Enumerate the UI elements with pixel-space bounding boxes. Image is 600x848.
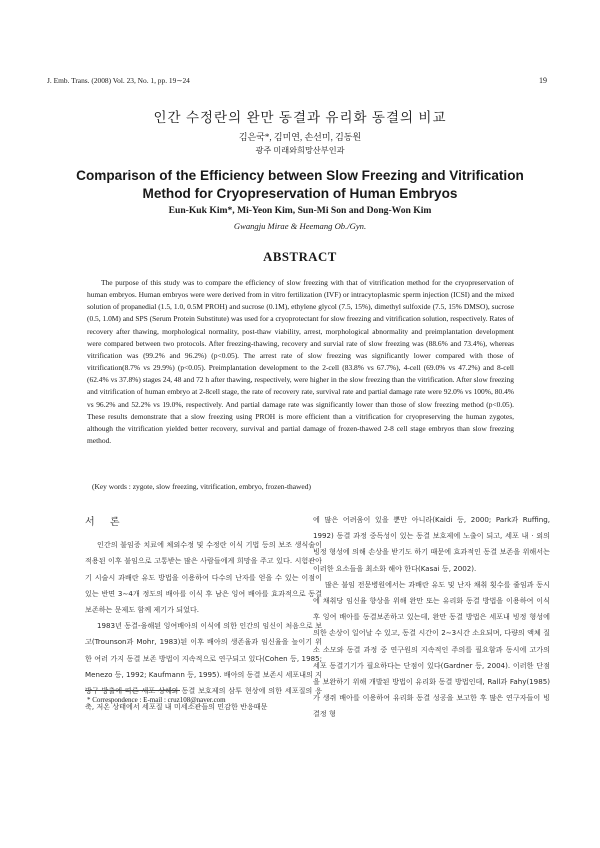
footnote-divider: [85, 690, 180, 691]
section-heading-introduction: 서 론: [85, 517, 126, 528]
korean-affiliation: 광주 미래와희망산부인과: [255, 146, 345, 155]
intro-paragraph-1: 인간의 불임증 치료에 체외수정 및 수정란 이식 기법 등의 보조 생식술이 적용된 이후 불임으로 고통받는 많은 사람들에게 희망을 주고 있다. 시험관아기 시술시 과배란 유도 방법을 이용하여 다수의 난자를 얻을 수 있는 이점이 있는 반면 3∼4개 정도의 배아를 이식 후 남은 잉여 배아를 효과적으로 동결 보존하는 문제도 함께 제기가 되었다.: [85, 540, 322, 615]
intro-paragraph-3: 에 많은 어려움이 있을 뿐만 아니라(Kaidi 등, 2000; Park과 Ruffing, 1992) 동결 과정 중독성이 있는 동결 보호제에 노출이 되고, 세포 내 · 외의 빙정 형성에 의해 손상을 받기도 하기 때문에 효과적인 동결 보존을 위해서는 이러한 요소들을 최소화 해야 한다(Kasai 등, 2002).: [313, 515, 550, 573]
korean-title: 인간 수정란의 완만 동결과 유리화 동결의 비교: [153, 110, 447, 125]
english-title: Comparison of the Efficiency between Slow Freezing and Vitrification Method for Cryopreservation of Human Embryos: [76, 168, 524, 201]
left-column: [85, 515, 322, 715]
korean-authors: 김은국*, 김미연, 손선미, 김동원: [238, 132, 362, 142]
correspondence-footnote: * Correspondence : E-mail : cruz108@naver.com: [87, 696, 226, 704]
intro-paragraph-4: 많은 불임 전문병원에서는 과배란 유도 및 난자 채취 횟수를 줄임과 동시에 채취당 임신율 향상을 위해 완만 또는 유리화 동결 방법을 이용하여 이식 후 잉여 배아를 동결보존하고 있는데, 완만 동결 방법은 세포내 빙정 형성에 의한 손상이 일어날 수 있고, 동결 시간이 2∼3시간 소요되며, 다량의 액체 질소 소모와 동결 과정 중 연구원의 지속적인 주의를 필요함과 동시에 고가의 세포 동결기기가 필요하다는 단점이 있다(Gardner 등, 2004). 이러한 단점을 보완하기 위해 개발된 방법이 유리화 동결 방법인데, Rall과 Fahy(1985)가 생쥐 배아를 이용하여 유리화 동결 성공을 보고한 후 많은 연구자들이 빙결정 형: [313, 579, 550, 719]
english-affiliation: Gwangju Mirae & Heemang Ob./Gyn.: [233, 221, 367, 231]
english-authors: Eun-Kuk Kim*, Mi-Yeon Kim, Sun-Mi Son and Dong-Won Kim: [168, 205, 432, 216]
right-column: [313, 512, 550, 723]
intro-paragraph-2: 1983년 동결-융해된 잉여배아의 이식에 의한 인간의 임신이 처음으로 보고(Trounson과 Mohr, 1983)된 이후 배아의 생존율과 임신율을 높이기 위한 여러 가지 동결 보존 방법이 지속적으로 연구되고 있다(Cohen 등, 1985; Menezo 등, 1992; Kaufmann 등, 1995). 배아의 동결 보존시 세포내의 지방구 방출에 따른 세포 상해와 동결 보호제의 삼투 현상에 의한 세포질의 응축, 저온 상태에서 세포질 내 미세소관들의 민감한 반응때문: [85, 621, 322, 712]
abstract-text: The purpose of this study was to compare the efficiency of slow freezing with that of vitrification method for the cryopreservation of human embryos. Human embryos were were derived from in vitro fertilization (IVF) or intracytoplasmic sperm injection (ICSI) and the mixed solution of propanedial (1.5, 1.0, 0.5M PROH) and sucrose (0.1M), ethylene glycol (7.5, 15%), dimethyl sulfoxide (7.5, 15% DMSO), sucrose (0.5, 1.0M) and SPS (Serum Protein Substitute) was used for a cryoprotectant for slow freezing and vitrification solution, respectively. Rates of recovery after thawing, morphological normality, post-thaw viability, arrest, morphological abnormality and preimplantation development were compared between two protocols. After freezing-thawing, recovery and survial rate of slow freezing was (88.6% and 73.4%), whereas vitrification was (99.2% and 96.2%) (p<0.05). The arrest rate of slow freezing was significantly lower compared with those of vitrification(8.7% vs 29.9%) (p<0.05). Preimplantation development to the 2-cell (83.8% vs 67.7%), 4-cell (69.0% vs 47.2%) and 8-cell (62.4% vs 37.8%) stages 24, 48 and 72 h after thawing, respectively, were higher in the slow freezing than the vitrification. After slow freezing and vitrification of human embryo at 2-8cell stage, the rate of recovery rate, survival rate and partial damage rate were 92.0% vs 100%, 80.4% vs 96.2% and 52.2% vs 19.0%, respectively. And partial damage rate was significantly lower than those of slow freezing method (p<0.05). These results demonstrate that a slow freezing using PROH is more efficient than a vitrification for cryopreserving the human zygotes, although the vitrification yielded better recovery, survival and partial damage of frozen-thawed 2-8 cell stage embryos than slow freezing method.: [87, 278, 514, 446]
page-number: 19: [539, 76, 547, 85]
journal-citation: J. Emb. Trans. (2008) Vol. 23, No. 1, pp. 19∼24: [47, 76, 190, 85]
keywords: (Key words : zygote, slow freezing, vitrification, embryo, frozen-thawed): [92, 482, 311, 491]
abstract-heading: ABSTRACT: [263, 250, 337, 264]
